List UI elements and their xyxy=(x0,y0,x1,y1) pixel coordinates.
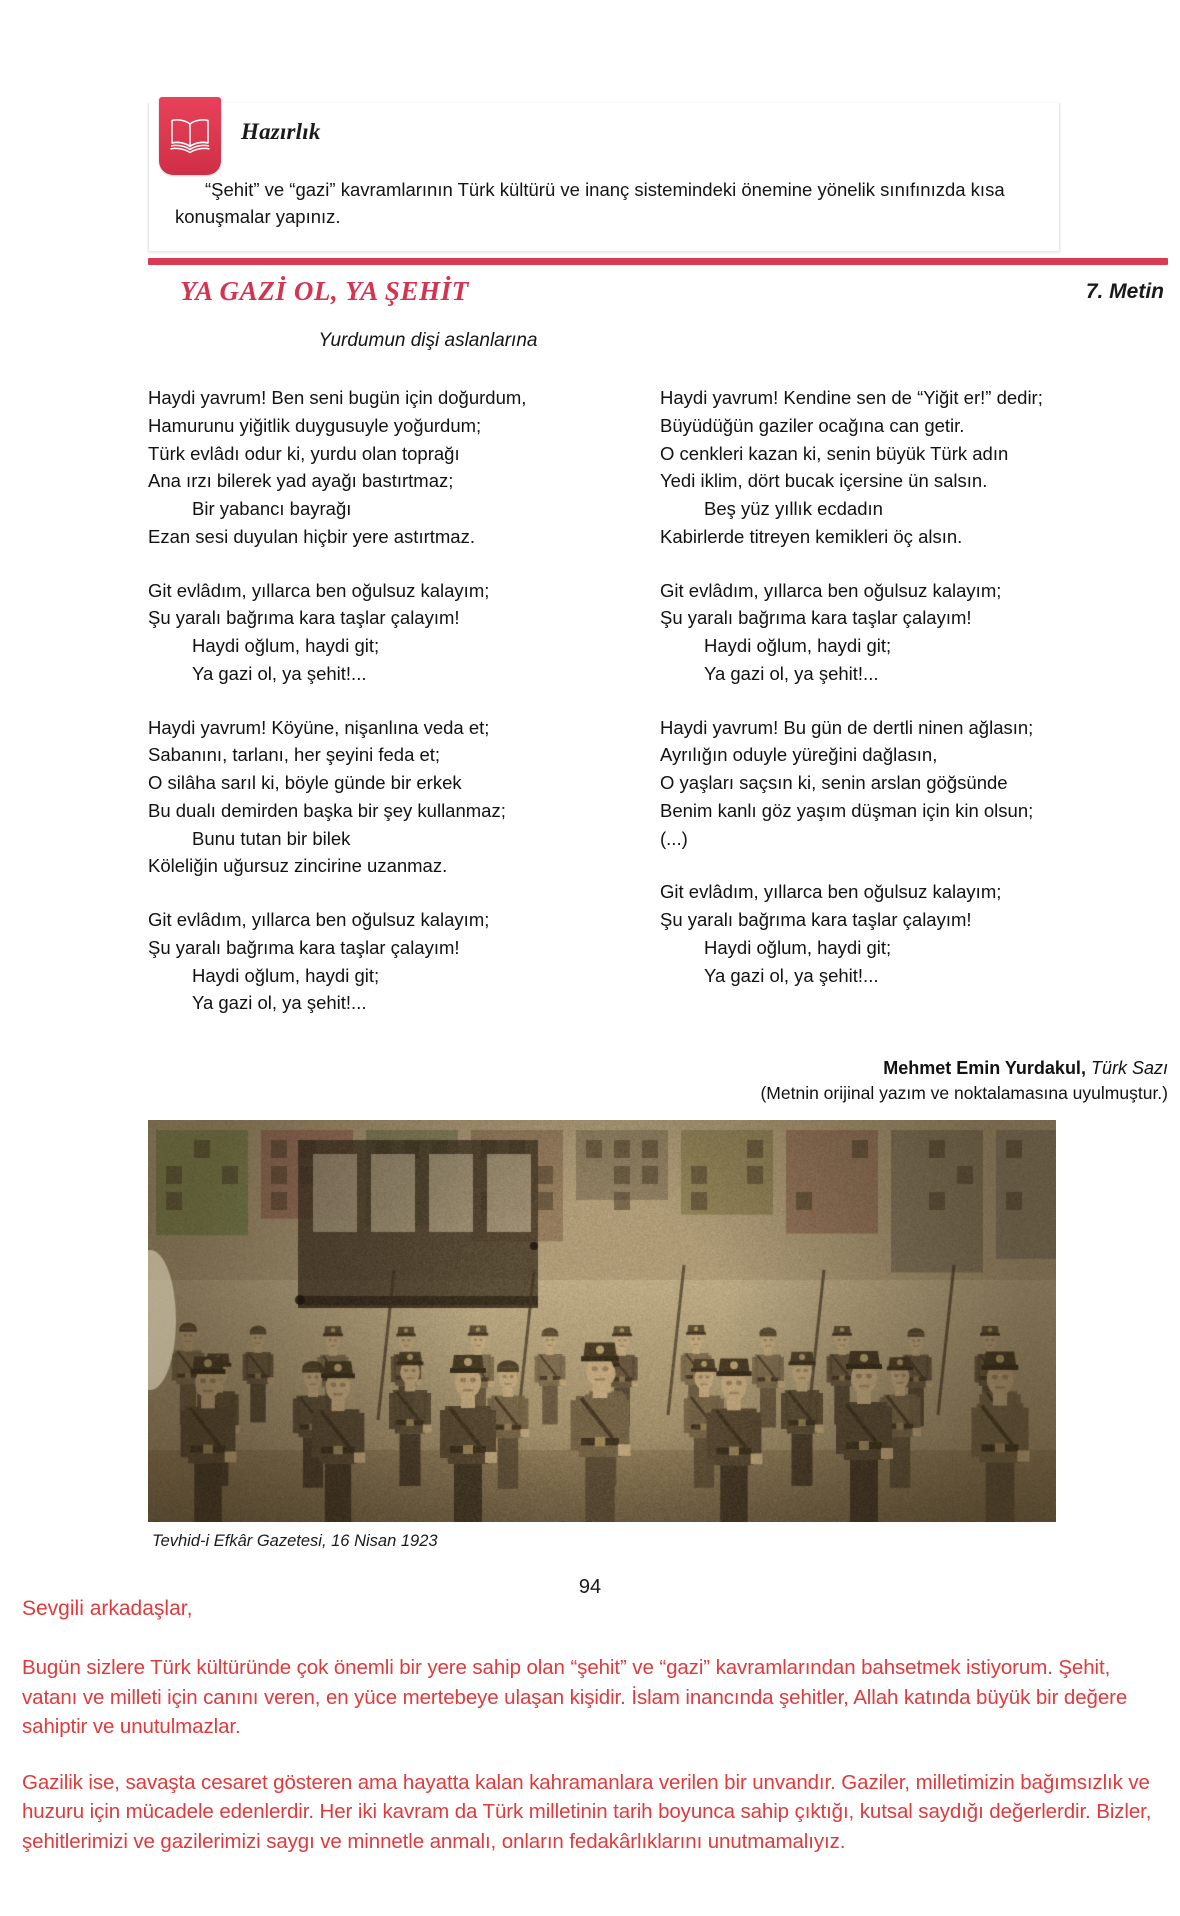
poem-line: Haydi oğlum, haydi git; xyxy=(704,635,892,656)
poem-line: Haydi yavrum! Bu gün de dertli ninen ağlasın; xyxy=(660,716,1034,738)
poem-line: Haydi yavrum! Kendine sen de “Yiğit er!” dedir; xyxy=(660,387,1043,408)
poem-line: Şu yaralı bağrıma kara taşlar çalayım! xyxy=(148,936,460,958)
poem-attribution xyxy=(660,1058,1168,1104)
poem-line: Ya gazi ol, ya şehit!... xyxy=(704,964,879,986)
poem-line: Haydi oğlum, haydi git; xyxy=(192,964,380,986)
poem-line: Kabirlerde titreyen kemikleri öç alsın. xyxy=(660,525,963,547)
page-number: 94 xyxy=(578,1576,602,1598)
poem-line: Ya gazi ol, ya şehit!... xyxy=(704,662,879,684)
speech-paragraph: Gazilik ise, savaşta cesaret gösteren ama hayatta kalan kahramanlara verilen bir unvandır. Gaziler, milletimizin bağımsızlık ve huzuru için mücadele edenlerdir. Her iki kavram da Türk milletinin tarih boyunca sahip çıktığı, kutsal saydığı değerlerdir. Bizler, şehitlerimizi ve gazilerimizi saygı ve minnetle anmalı, onların fedakârlıklarını unutmamalıyız. xyxy=(22,1770,1152,1853)
hazirlik-instruction-text xyxy=(149,177,1059,251)
poem-line: Bu dualı demirden başka bir şey kullanmaz; xyxy=(148,799,506,821)
poem-line: Ayrılığın oduyle yüreğini dağlasın, xyxy=(660,744,938,766)
hazirlik-title: Hazırlık xyxy=(241,119,321,144)
hazirlik-instruction: “Şehit” ve “gazi” kavramlarının Türk kültürü ve inanç sistemindeki önemine yönelik sınıfınızda kısa konuşmalar yapınız. xyxy=(175,179,1005,227)
speech-greeting: Sevgili arkadaşlar, xyxy=(22,1597,193,1620)
stanza xyxy=(148,714,608,881)
poem-line: (...) xyxy=(660,827,688,849)
poem-column-left xyxy=(148,384,608,1043)
text-header-row xyxy=(148,276,1168,318)
stanza xyxy=(660,878,1120,989)
poem-line: Ana ırzı bilerek yad ayağı bastırtmaz; xyxy=(148,470,454,492)
poem-line: Köleliğin uğursuz zincirine uzanmaz. xyxy=(148,855,448,877)
poem-line: Şu yaralı bağrıma kara taşlar çalayım! xyxy=(660,909,972,930)
section-divider-rule xyxy=(148,258,1168,265)
poem-editorial-note: (Metnin orijinal yazım ve noktalamasına uyulmuştur.) xyxy=(760,1083,1168,1103)
poem-line: Git evlâdım, yıllarca ben oğulsuz kalayım; xyxy=(148,579,490,601)
poem-line: Türk evlâdı odur ki, yurdu olan toprağı xyxy=(148,442,460,464)
poem-line: Büyüdüğün gaziler ocağına can getir. xyxy=(660,414,965,436)
poem-line: Hamurunu yiğitlik duygusuyle yoğurdum; xyxy=(148,414,482,436)
marching-soldiers-photograph xyxy=(148,1120,1056,1522)
poem-line: Ezan sesi duyulan hiçbir yere astırtmaz. xyxy=(148,525,475,547)
stanza xyxy=(148,384,608,551)
poem-line: O yaşları saçsın ki, senin arslan göğsünde xyxy=(660,772,1008,793)
stanza xyxy=(660,577,1120,688)
poem-line: Bunu tutan bir bilek xyxy=(192,827,351,849)
poem-author: Mehmet Emin Yurdakul, xyxy=(883,1058,1086,1078)
poem-body xyxy=(148,384,1168,1043)
poem-line: Sabanını, tarlanı, her şeyini feda et; xyxy=(148,744,441,766)
poem-line: Haydi oğlum, haydi git; xyxy=(192,635,380,656)
hazirlik-header xyxy=(149,103,1059,177)
stanza xyxy=(660,714,1120,853)
stanza xyxy=(148,906,608,1017)
poem-line: O cenkleri kazan ki, senin büyük Türk adın xyxy=(660,442,1009,464)
poem-line: Ya gazi ol, ya şehit!... xyxy=(192,662,367,684)
hazirlik-panel xyxy=(148,103,1060,252)
speech-paragraph: Bugün sizlere Türk kültüründe çok önemli bir yere sahip olan “şehit” ve “gazi” kavramlarından bahsetmek istiyorum. Şehit, vatanı ve milleti için canını veren, en yüce mertebeye ulaşan kişidir. İslam inancında şehitler, Allah katında büyük bir değere sahiptir ve unutulmazlar. xyxy=(22,1656,1128,1739)
poem-line: Haydi yavrum! Ben seni bugün için doğurdum, xyxy=(148,387,527,408)
poem-line: Git evlâdım, yıllarca ben oğulsuz kalayım; xyxy=(148,909,490,930)
poem-line: Haydi oğlum, haydi git; xyxy=(704,936,892,958)
stanza xyxy=(660,384,1120,551)
poem-line: O silâha sarıl ki, böyle günde bir erkek xyxy=(148,772,462,793)
poem-line: Şu yaralı bağrıma kara taşlar çalayım! xyxy=(660,607,972,629)
photo-caption: Tevhid-i Efkâr Gazetesi, 16 Nisan 1923 xyxy=(152,1532,438,1550)
stanza xyxy=(148,577,608,688)
text-number-label: 7. Metin xyxy=(1085,280,1164,303)
student-speech-block xyxy=(22,1594,1162,1856)
poem-line: Şu yaralı bağrıma kara taşlar çalayım! xyxy=(148,607,460,629)
poem-line: Benim kanlı göz yaşım düşman için kin olsun; xyxy=(660,799,1034,821)
poem-line: Haydi yavrum! Köyüne, nişanlına veda et; xyxy=(148,716,490,738)
poem-line: Yedi iklim, dört bucak içersine ün salsın. xyxy=(660,470,988,492)
poem-column-right xyxy=(660,384,1120,1043)
poem-source-work: Türk Sazı xyxy=(1090,1058,1168,1078)
poem-line: Git evlâdım, yıllarca ben oğulsuz kalayım; xyxy=(660,579,1002,601)
open-book-icon xyxy=(159,97,221,175)
poem-line: Git evlâdım, yıllarca ben oğulsuz kalayım; xyxy=(660,881,1002,903)
poem-line: Beş yüz yıllık ecdadın xyxy=(704,498,883,519)
poem-line: Ya gazi ol, ya şehit!... xyxy=(192,992,367,1014)
photograph-canvas xyxy=(148,1120,1056,1522)
poem-line: Bir yabancı bayrağı xyxy=(192,498,352,519)
page-title: YA GAZİ OL, YA ŞEHİT xyxy=(180,276,469,306)
poem-dedication: Yurdumun dişi aslanlarına xyxy=(318,330,538,351)
